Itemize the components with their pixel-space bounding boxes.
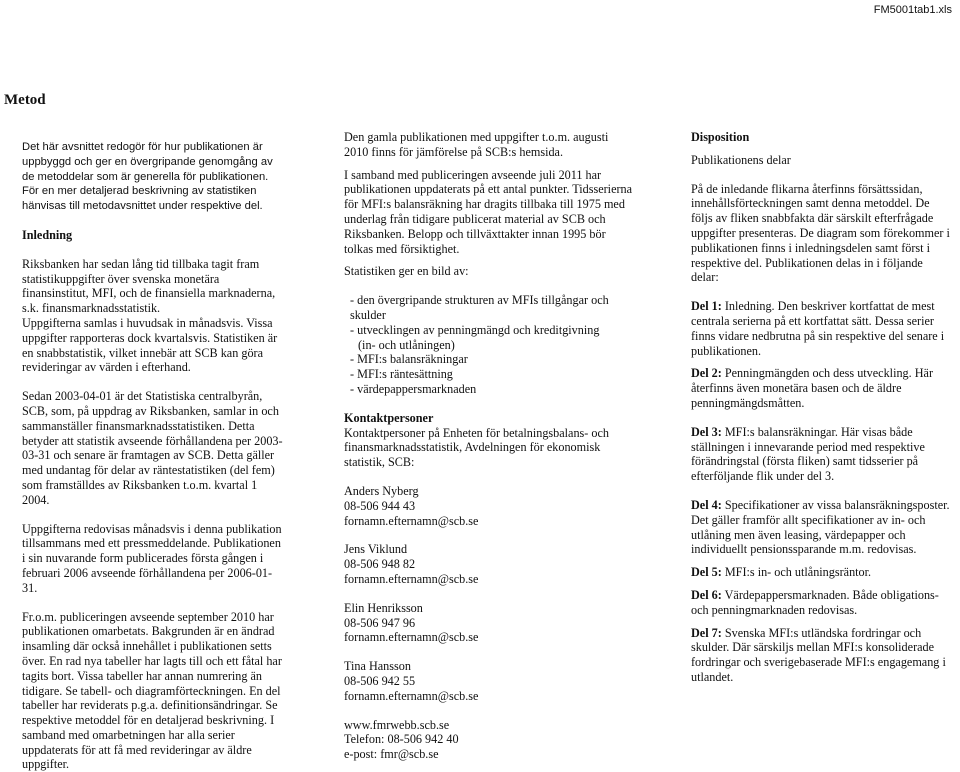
list-item: - utvecklingen av penningmängd och kreditgivning <box>350 322 600 337</box>
update-paragraph-b: Tidsserierna för MFI:s balansräkning har dragits tillbaka till 1975 med underlag från tidigare publicerat material av SCB och Riksbanken. Belopp och tillväxttakter innan 1995 bör tolkas med försiktighet. <box>344 182 633 256</box>
intro-paragraph: Det här avsnittet redogör för hur publikationen är uppbyggd och ger en övergripande genomgång av de metoddelar som är generella för publikationen. <box>22 141 273 183</box>
statistics-list <box>344 293 634 397</box>
inledning-paragraph-5: Fr.o.m. publiceringen avseende september 2010 har publikationen omarbetats. Bakgrunden är en ändrad insamling där också innehållet i publikationen setts över. En rad nya tabeller har lagts till och ett fåtal har tagits bort. Vissa tabeller har annan numrering än tidigare. Se tabell- och diagramförteckningen. En del tabeller har reviderats p.g.a. definitionsändringar. Se respektive metoddel för en detaljerad beskrivning. I samband med omarbetningen har alla serier uppdaterats för att få med revideringar av äldre uppgifter. <box>22 609 282 772</box>
list-item: - den övergripande strukturen av MFIs tillgångar och skulder <box>350 293 609 322</box>
heading-inledning: Inledning <box>22 227 73 242</box>
del-6-text: Värdepappersmarknaden. Både obligations- och penningmarknaden redovisas. <box>691 587 939 617</box>
contact-block <box>344 659 634 703</box>
list-item: - MFI:s balansräkningar <box>350 352 468 367</box>
general-phone: Telefon: 08-506 942 40 <box>344 732 459 747</box>
column-middle <box>344 130 634 762</box>
del-7-label: Del 7: <box>691 625 722 640</box>
list-item: - MFI:s räntesättning <box>350 367 453 382</box>
contact-name: Jens Viklund <box>344 542 408 557</box>
list-item: - värdepappersmarknaden <box>350 381 477 396</box>
del-2-label: Del 2: <box>691 366 722 381</box>
del-7-text: Svenska MFI:s utländska fordringar och skulder. Där särskiljs mellan MFI:s konsoliderade fordringar och sverigebaserade MFI:s engagemang i utlandet. <box>691 625 946 684</box>
kontakt-intro: Kontaktpersoner på Enheten för betalningsbalans- och finansmarknadsstatistik, Avdelningen för ekonomisk statistik, SCB: <box>344 425 609 470</box>
contact-block <box>344 542 634 586</box>
statistics-intro: Statistiken ger en bild av: <box>344 264 469 279</box>
contact-block <box>344 601 634 645</box>
inledning-paragraph-1: Riksbanken har sedan lång tid tillbaka tagit fram statistikuppgifter över svenska monetära finansinstitut, MFI, och de finansiella marknaderna, s.k. finansmarknadsstatistik. <box>22 256 276 316</box>
contact-email: fornamn.efternamn@scb.se <box>344 630 479 645</box>
list-item: (in- och utlåningen) <box>358 337 455 352</box>
del-5-paragraph <box>691 565 953 580</box>
subheading-delar: Publikationens delar <box>691 152 791 167</box>
contact-name: Anders Nyberg <box>344 483 419 498</box>
contact-email: fornamn.efternamn@scb.se <box>344 513 479 528</box>
update-paragraph <box>344 168 634 257</box>
contact-block <box>344 484 634 528</box>
web-address: www.fmrwebb.scb.se <box>344 717 450 732</box>
contact-name: Elin Henriksson <box>344 600 423 615</box>
del-4-label: Del 4: <box>691 497 722 512</box>
contact-phone: 08-506 942 55 <box>344 673 416 688</box>
del-7-paragraph <box>691 626 953 685</box>
inledning-paragraph-3: Sedan 2003-04-01 är det Statistiska centralbyrån, SCB, som, på uppdrag av Riksbanken, samlar in och sammanställer finansmarknadsstatistiken. Detta betyder att statistik avseende förhållandena per 2003-03-31 och senare är framtagen av SCB. Detta gäller med undantag för delar av räntestatistiken (del fem) som framställdes av Riksbanken t.o.m. kvartal 1 2004. <box>22 389 283 507</box>
del-1-paragraph <box>691 299 953 358</box>
del-1-label: Del 1: <box>691 299 722 314</box>
del-4-text: Specifikationer av vissa balansräkningsposter. Det gäller framför allt specifikationer av in- och utlåning men även leasing, värdepapper och individuellt pensionssparande m.m. redovisas. <box>691 497 950 557</box>
del-5-text: MFI:s in- och utlåningsräntor. <box>721 565 872 580</box>
del-1-text: Inledning. Den beskriver kortfattat de mest centrala serierna på ett kortfattat sätt. Dessa serier finns vidare nedbrutna på sin respektive del senare i publikationen. <box>691 299 945 358</box>
del-3-text: MFI:s balansräkningar. Här visas både ställningen i innevarande period med respektive förändringstal (första fliken) samt tidsserier på efterföljande flik under del 3. <box>691 424 925 484</box>
del-6-label: Del 6: <box>691 587 722 602</box>
column-left <box>22 140 284 772</box>
contact-name: Tina Hansson <box>344 659 411 674</box>
del-4-paragraph <box>691 498 953 557</box>
heading-disposition: Disposition <box>691 130 750 144</box>
general-email: e-post: fmr@scb.se <box>344 747 439 762</box>
column-right <box>691 130 953 685</box>
del-2-paragraph <box>691 366 953 410</box>
contact-phone: 08-506 947 96 <box>344 615 416 630</box>
file-name-header: FM5001tab1.xls <box>873 4 952 16</box>
del-5-label: Del 5: <box>691 565 722 580</box>
contact-phone: 08-506 948 82 <box>344 557 416 572</box>
inledning-paragraph-4: Uppgifterna redovisas månadsvis i denna publikation tillsammans med ett pressmeddelande. Publikationen i sin nuvarande form publicerades första gången i februari 2006 avseende förhållandena per 2006-01-31. <box>22 521 282 595</box>
inledning-paragraph-2: Uppgifterna samlas i huvudsak in månadsvis. Vissa uppgifter rapporteras dock kvartalsvis. Statistiken är en snabbstatistik, vilket innebär att SCB kan göra revideringar av värden i efterhand. <box>22 315 278 375</box>
del-3-paragraph <box>691 425 953 484</box>
del-2-text: Penningmängden och dess utveckling. Här återfinns även monetära basen och de äldre penningmängdsmåtten. <box>691 366 934 410</box>
contact-email: fornamn.efternamn@scb.se <box>344 571 479 586</box>
page-title: Metod <box>4 92 46 108</box>
intro-paragraph-2: För en mer detaljerad beskrivning av statistiken hänvisas till metodavsnittet under respektive del. <box>22 185 263 213</box>
del-3-label: Del 3: <box>691 424 722 439</box>
contact-phone: 08-506 944 43 <box>344 498 416 513</box>
del-6-paragraph <box>691 588 953 618</box>
update-paragraph-a: I samband med publiceringen avseende juli 2011 har publikationen uppdaterats på ett antal punkter. <box>344 167 602 197</box>
heading-kontaktpersoner: Kontaktpersoner <box>344 410 434 425</box>
old-publication-paragraph: Den gamla publikationen med uppgifter t.o.m. augusti 2010 finns för jämförelse på SCB:s hemsida. <box>344 130 609 159</box>
disposition-paragraph: På de inledande flikarna återfinns försättssidan, innehållsförteckningen samt denna metoddel. De följs av fliken snabbfakta där särskilt efterfrågade uppgifter presenteras. De diagram som förekommer i publikationen finns i inledningsdelen samt först i respektive del. Publikationen delas in i följande delar: <box>691 181 950 285</box>
contact-email: fornamn.efternamn@scb.se <box>344 688 479 703</box>
